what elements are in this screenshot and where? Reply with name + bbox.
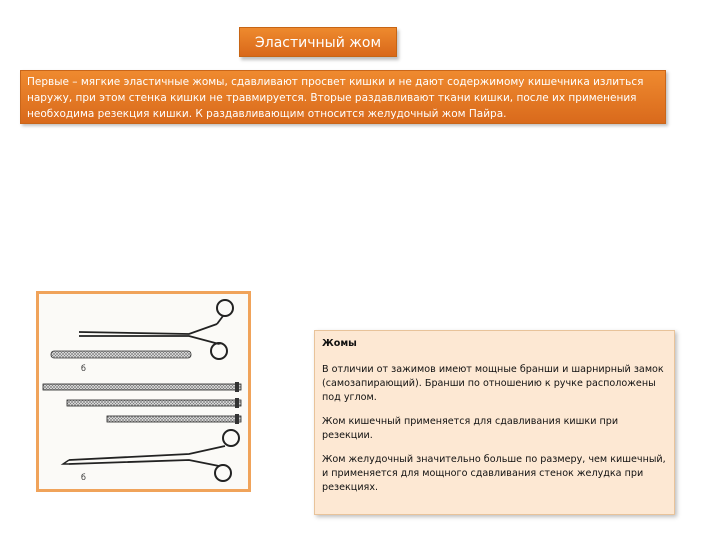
caption-paragraph-3: Жом желудочный значительно больше по размеру, чем кишечный, и применяется для мощного сдавливания стенок желудка при резекциях.: [322, 454, 666, 493]
intestinal-clamp-drawing: [79, 300, 233, 359]
caption-heading: Жомы: [322, 338, 357, 349]
figure-label-top: б: [81, 364, 86, 373]
intro-text: Первые – мягкие эластичные жомы, сдавливают просвет кишки и не дают содержимому кишечника излиться наружу, при этом стенка кишки не травмируется. Вторые раздавливают ткани кишки, после их применения необходима резекция кишки. К раздавливающим относится желудочный жом Пайра.: [20, 70, 666, 124]
clamp-jaw-pads: [51, 351, 191, 358]
slide-title: Эластичный жом: [239, 27, 397, 57]
caption-paragraph-2: Жом кишечный применяется для сдавливания кишки при резекции.: [322, 416, 619, 441]
clamps-illustration: [36, 291, 251, 492]
surgical-clamps-drawing: [39, 294, 248, 489]
clamp-rods: [43, 382, 241, 424]
caption-paragraph-1: В отличии от зажимов имеют мощные бранши и шарнирный замок (самозапирающий). Бранши по отношению к ручке расположены под углом.: [322, 364, 664, 403]
gastric-clamp-drawing: [63, 430, 239, 481]
clamps-description: [314, 330, 675, 515]
figure-label-bottom: б: [81, 473, 86, 482]
